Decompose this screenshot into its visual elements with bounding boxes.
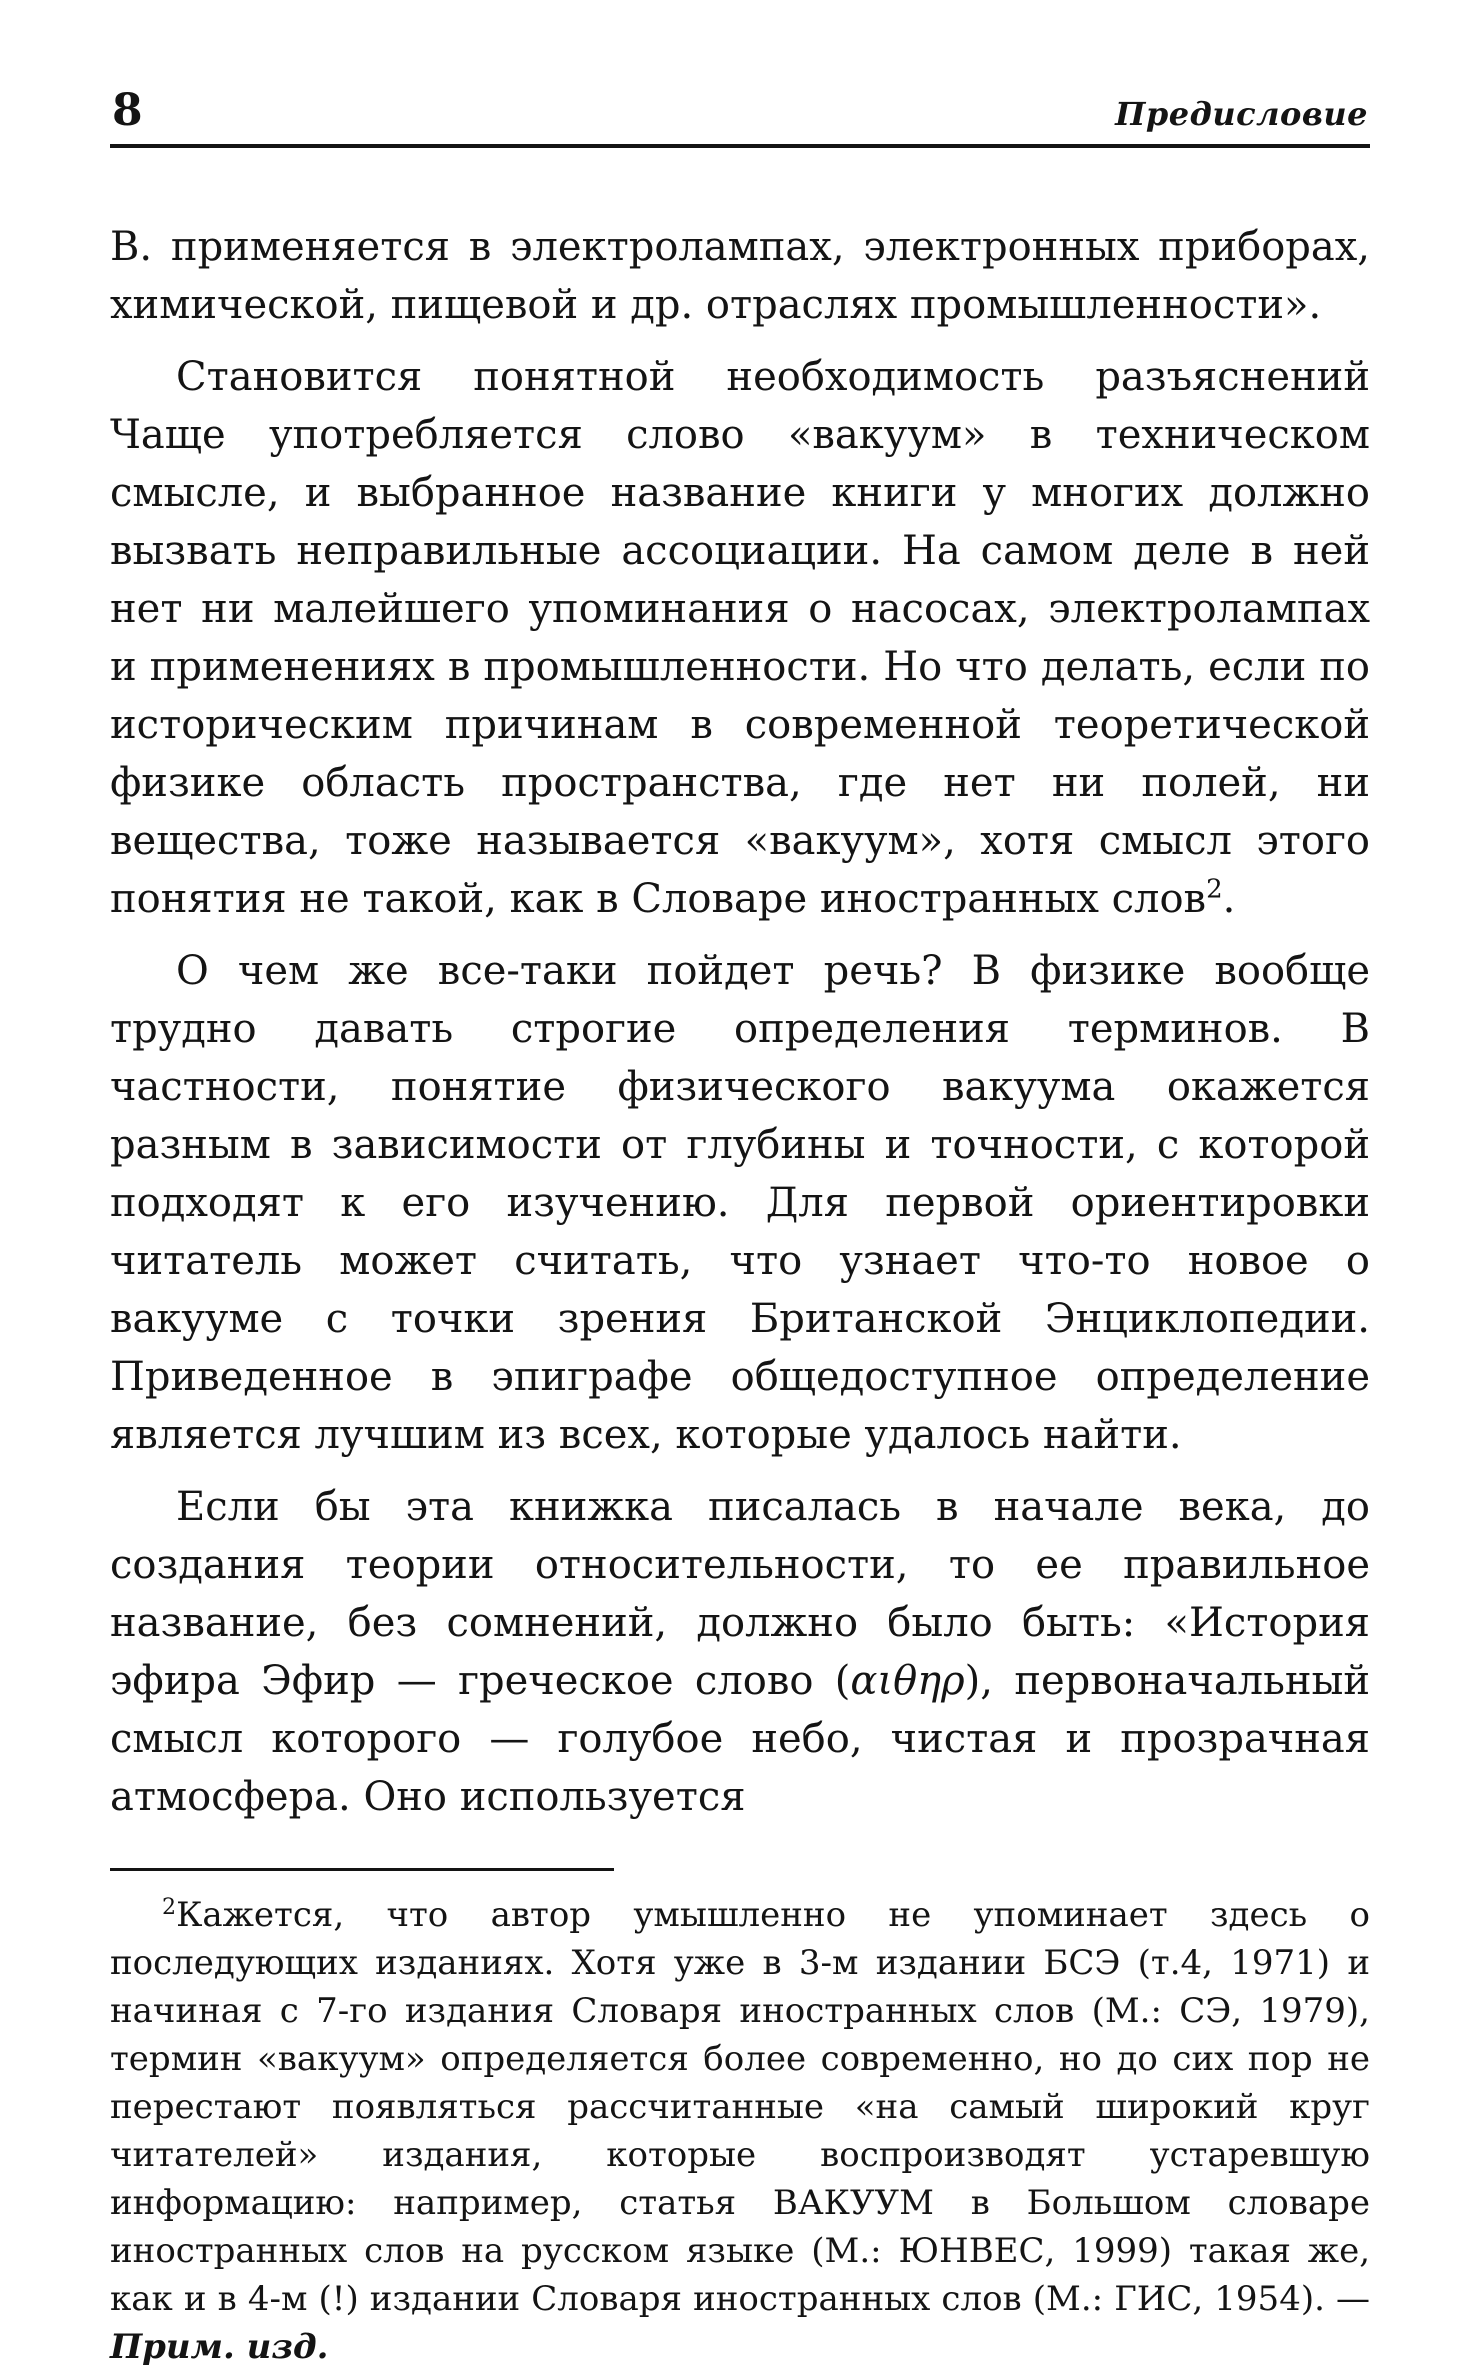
section-title: Предисловие [1115, 95, 1368, 133]
paragraph-2-ending: . [1222, 876, 1236, 922]
footnote-reference: 2 [1206, 874, 1223, 905]
paragraph-4 [110, 1478, 1370, 1826]
book-page [110, 80, 1371, 2367]
footnote [110, 1891, 1370, 2371]
page-number: 8 [112, 85, 143, 136]
paragraph-2 [110, 348, 1370, 928]
greek-word: αιθηρ [850, 1658, 965, 1704]
footnote-divider [110, 1868, 614, 1871]
footnote-marker: 2 [162, 1893, 177, 1920]
paragraph-1: В. применяется в электролампах, электронных приборах, химической, пищевой и др. отраслях промышленности». [110, 224, 1370, 328]
paragraph-2-text: Становится понятной необходимость разъяснений Чаще употребляется слово «вакуум» в техническом смысле, и выбранное название книги у многих должно вызвать неправильные ассоциации. На самом деле в ней нет ни малейшего упоминания о насосах, электролампах и применениях в промышленности. Но что делать, если по историческим причинам в современной теоретической физике область пространства, где нет ни полей, ни вещества, тоже называется «вакуум», хотя смысл этого понятия не такой, как в Словаре иностранных слов [110, 354, 1370, 922]
paragraph-4-ending: ), первоначальный смысл которого — голубое небо, чистая и прозрачная атмосфера. Оно используется [110, 1658, 1371, 1820]
paragraph-4-text: Если бы эта книжка писалась в начале века, до создания теории относительности, то ее правильное название, без сомнений, должно было быть: «История эфира Эфир — греческое слово ( [110, 1484, 1370, 1704]
footnote-text: Кажется, что автор умышленно не упоминает здесь о последующих изданиях. Хотя уже в 3-м издании БСЭ (т.4, 1971) и начиная с 7-го издания Словаря иностранных слов (М.: СЭ, 1979), термин «вакуум» определяется более современно, но до сих пор не перестают появляться рассчитанные «на самый широкий круг читателей» издания, которые воспроизводят устаревшую информацию: например, статья ВАКУУМ в Большом словаре иностранных слов на русском языке (М.: ЮНВЕС, 1999) такая же, как и в 4-м (!) издании Словаря иностранных слов (М.: ГИС, 1954). — [110, 1895, 1370, 2319]
main-text [110, 218, 1370, 1826]
running-header [110, 80, 1370, 148]
paragraph-3: О чем же все-таки пойдет речь? В физике вообще трудно давать строгие определения терминов. В частности, понятие физического вакуума окажется разным в зависимости от глубины и точности, с которой подходят к его изучению. Для первой ориентировки читатель может считать, что узнает что-то новое о вакууме с точки зрения Британской Энциклопедии. Приведенное в эпиграфе общедоступное определение является лучшим из всех, которые удалось найти. [110, 948, 1370, 1458]
editor-note-sign: Прим. изд. [110, 2327, 329, 2367]
